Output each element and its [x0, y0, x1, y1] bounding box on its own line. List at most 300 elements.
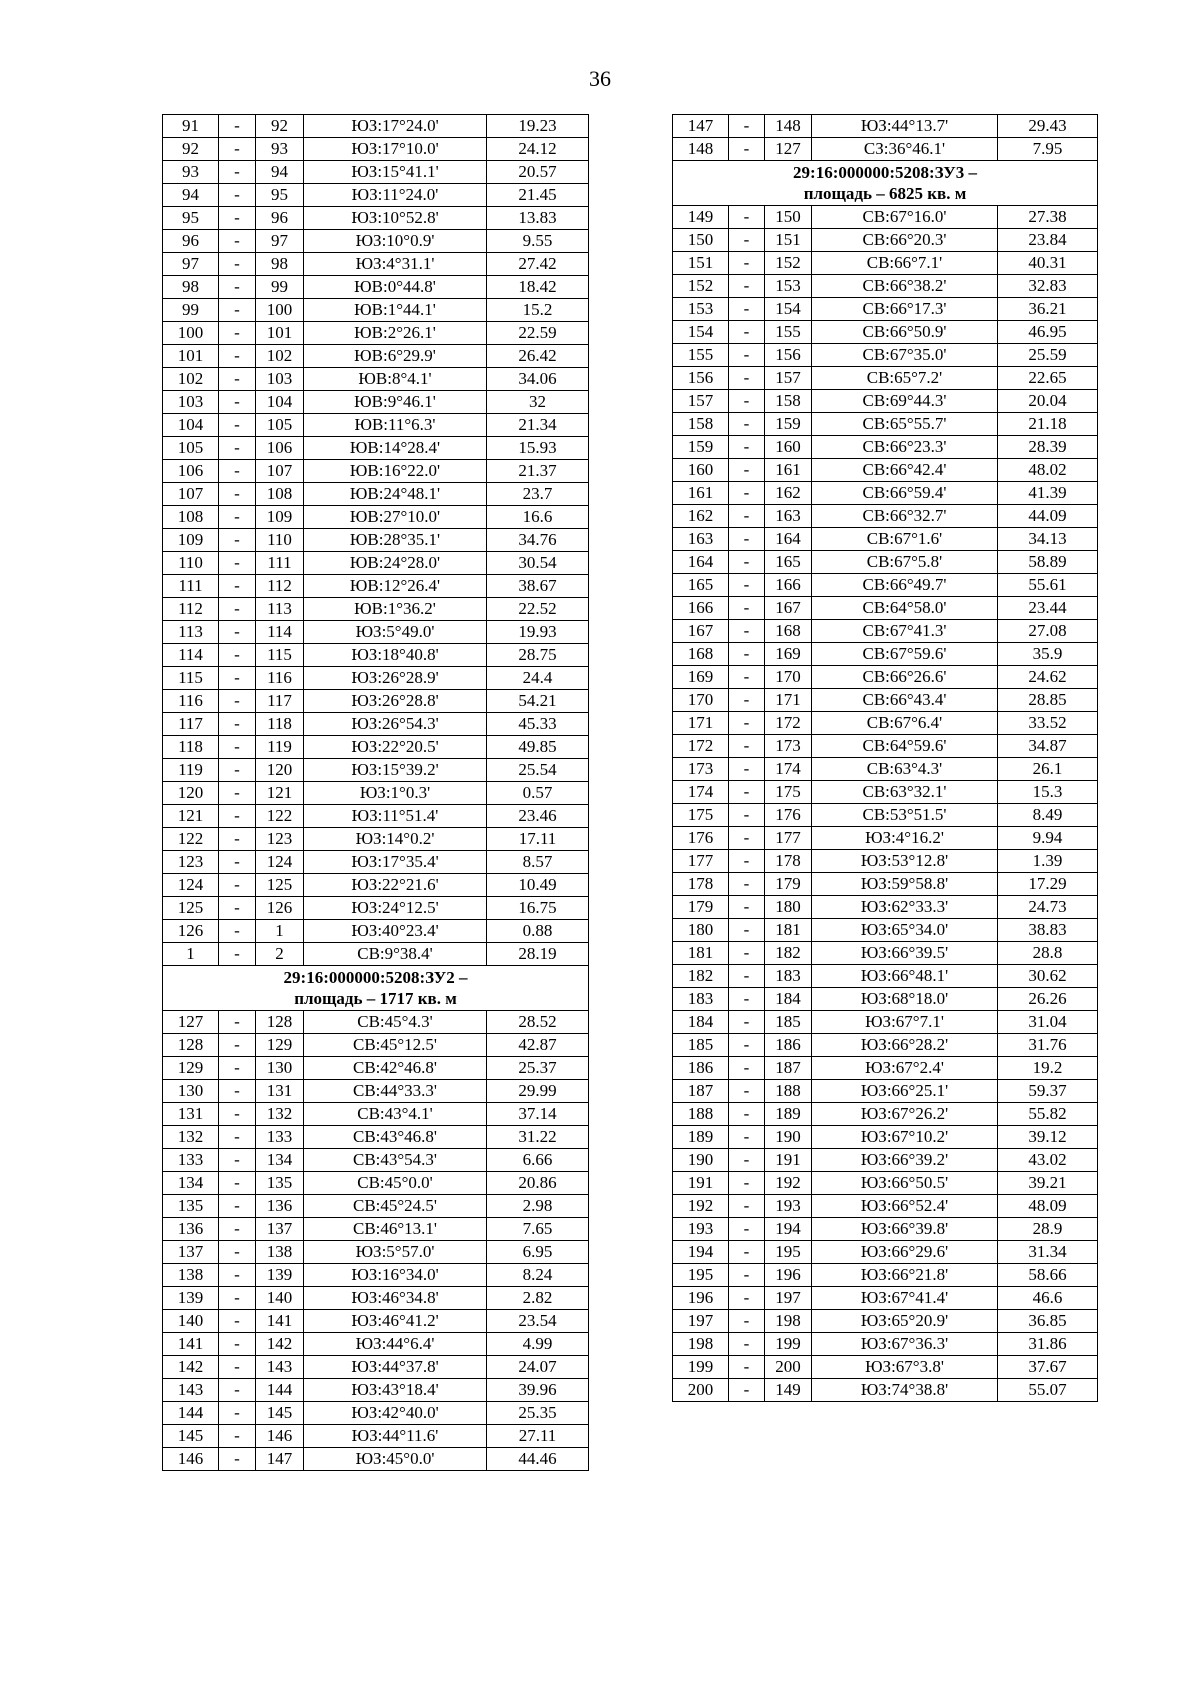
separator-cell: - [729, 1310, 765, 1333]
separator-cell: - [729, 643, 765, 666]
bearing-cell: ЮЗ:46°34.8' [304, 1287, 487, 1310]
table-row [673, 528, 1098, 551]
point-to-cell: 196 [765, 1264, 812, 1287]
table-row [163, 621, 589, 644]
separator-cell: - [219, 368, 256, 391]
point-from-cell: 125 [163, 897, 219, 920]
separator-cell: - [729, 988, 765, 1011]
separator-cell: - [219, 690, 256, 713]
point-to-cell: 144 [256, 1379, 304, 1402]
bearing-cell: СВ:67°35.0' [812, 344, 998, 367]
point-from-cell: 157 [673, 390, 729, 413]
table-row [163, 1011, 589, 1034]
point-from-cell: 130 [163, 1080, 219, 1103]
table-row [673, 321, 1098, 344]
point-to-cell: 169 [765, 643, 812, 666]
distance-cell: 25.59 [998, 344, 1098, 367]
table-row [163, 667, 589, 690]
bearing-cell: СВ:67°6.4' [812, 712, 998, 735]
bearing-cell: ЮЗ:66°21.8' [812, 1264, 998, 1287]
point-to-cell: 2 [256, 943, 304, 966]
bearing-cell: СВ:42°46.8' [304, 1057, 487, 1080]
table-row [673, 1310, 1098, 1333]
point-from-cell: 170 [673, 689, 729, 712]
point-to-cell: 184 [765, 988, 812, 1011]
bearing-cell: ЮЗ:45°0.0' [304, 1448, 487, 1471]
distance-cell: 23.44 [998, 597, 1098, 620]
point-from-cell: 161 [673, 482, 729, 505]
bearing-cell: ЮЗ:11°24.0' [304, 184, 487, 207]
distance-cell: 39.96 [487, 1379, 589, 1402]
distance-cell: 24.07 [487, 1356, 589, 1379]
point-from-cell: 184 [673, 1011, 729, 1034]
separator-cell: - [729, 712, 765, 735]
table-row [163, 552, 589, 575]
bearing-cell: СВ:67°59.6' [812, 643, 998, 666]
bearing-cell: ЮЗ:26°28.8' [304, 690, 487, 713]
separator-cell: - [729, 758, 765, 781]
table-row [163, 506, 589, 529]
point-from-cell: 91 [163, 115, 219, 138]
table-row [163, 1448, 589, 1471]
point-to-cell: 189 [765, 1103, 812, 1126]
point-from-cell: 173 [673, 758, 729, 781]
distance-cell: 22.52 [487, 598, 589, 621]
bearing-cell: ЮЗ:40°23.4' [304, 920, 487, 943]
point-from-cell: 194 [673, 1241, 729, 1264]
point-from-cell: 190 [673, 1149, 729, 1172]
table-row [673, 942, 1098, 965]
separator-cell: - [219, 414, 256, 437]
point-from-cell: 131 [163, 1103, 219, 1126]
distance-cell: 44.09 [998, 505, 1098, 528]
table-row [673, 229, 1098, 252]
right-bearing-table [672, 114, 1098, 1402]
distance-cell: 7.65 [487, 1218, 589, 1241]
point-to-cell: 119 [256, 736, 304, 759]
point-from-cell: 118 [163, 736, 219, 759]
point-from-cell: 188 [673, 1103, 729, 1126]
distance-cell: 35.9 [998, 643, 1098, 666]
point-from-cell: 104 [163, 414, 219, 437]
point-from-cell: 99 [163, 299, 219, 322]
table-row [163, 230, 589, 253]
distance-cell: 55.07 [998, 1379, 1098, 1402]
distance-cell: 58.66 [998, 1264, 1098, 1287]
distance-cell: 46.6 [998, 1287, 1098, 1310]
bearing-cell: ЮЗ:66°39.2' [812, 1149, 998, 1172]
table-row [163, 529, 589, 552]
distance-cell: 22.59 [487, 322, 589, 345]
distance-cell: 20.04 [998, 390, 1098, 413]
separator-cell: - [219, 1172, 256, 1195]
point-from-cell: 111 [163, 575, 219, 598]
point-to-cell: 127 [765, 138, 812, 161]
point-from-cell: 159 [673, 436, 729, 459]
separator-cell: - [729, 1172, 765, 1195]
point-to-cell: 200 [765, 1356, 812, 1379]
bearing-cell: ЮВ:24°48.1' [304, 483, 487, 506]
point-to-cell: 133 [256, 1126, 304, 1149]
point-from-cell: 117 [163, 713, 219, 736]
distance-cell: 21.18 [998, 413, 1098, 436]
point-from-cell: 155 [673, 344, 729, 367]
bearing-cell: ЮВ:6°29.9' [304, 345, 487, 368]
point-to-cell: 176 [765, 804, 812, 827]
point-from-cell: 178 [673, 873, 729, 896]
bearing-cell: СВ:66°32.7' [812, 505, 998, 528]
section-area: площадь – 6825 кв. м [803, 184, 967, 203]
point-from-cell: 151 [673, 252, 729, 275]
point-to-cell: 117 [256, 690, 304, 713]
table-row [163, 1034, 589, 1057]
point-to-cell: 101 [256, 322, 304, 345]
bearing-cell: ЮЗ:4°16.2' [812, 827, 998, 850]
distance-cell: 27.11 [487, 1425, 589, 1448]
distance-cell: 37.14 [487, 1103, 589, 1126]
bearing-cell: ЮВ:27°10.0' [304, 506, 487, 529]
section-heading-row [673, 161, 1098, 206]
point-from-cell: 132 [163, 1126, 219, 1149]
separator-cell: - [219, 1057, 256, 1080]
point-to-cell: 154 [765, 298, 812, 321]
bearing-cell: ЮЗ:10°52.8' [304, 207, 487, 230]
table-row [673, 138, 1098, 161]
table-row [163, 1195, 589, 1218]
bearing-cell: ЮЗ:43°18.4' [304, 1379, 487, 1402]
point-from-cell: 109 [163, 529, 219, 552]
separator-cell: - [729, 781, 765, 804]
table-row [163, 897, 589, 920]
point-to-cell: 92 [256, 115, 304, 138]
separator-cell: - [729, 436, 765, 459]
distance-cell: 28.19 [487, 943, 589, 966]
point-to-cell: 182 [765, 942, 812, 965]
table-row [673, 551, 1098, 574]
point-from-cell: 145 [163, 1425, 219, 1448]
section-area: площадь – 1717 кв. м [294, 989, 457, 1008]
bearing-cell: ЮЗ:66°50.5' [812, 1172, 998, 1195]
point-from-cell: 147 [673, 115, 729, 138]
table-row [673, 1287, 1098, 1310]
bearing-cell: ЮЗ:5°49.0' [304, 621, 487, 644]
table-row [163, 1103, 589, 1126]
point-to-cell: 185 [765, 1011, 812, 1034]
distance-cell: 33.52 [998, 712, 1098, 735]
bearing-cell: ЮВ:1°36.2' [304, 598, 487, 621]
table-row [163, 1172, 589, 1195]
point-from-cell: 153 [673, 298, 729, 321]
point-from-cell: 107 [163, 483, 219, 506]
separator-cell: - [219, 230, 256, 253]
separator-cell: - [219, 713, 256, 736]
bearing-cell: СВ:43°4.1' [304, 1103, 487, 1126]
point-to-cell: 162 [765, 482, 812, 505]
table-row [163, 437, 589, 460]
point-from-cell: 135 [163, 1195, 219, 1218]
separator-cell: - [729, 850, 765, 873]
distance-cell: 28.39 [998, 436, 1098, 459]
point-from-cell: 93 [163, 161, 219, 184]
table-row [163, 1379, 589, 1402]
distance-cell: 7.95 [998, 138, 1098, 161]
separator-cell: - [219, 1379, 256, 1402]
point-from-cell: 141 [163, 1333, 219, 1356]
bearing-cell: ЮЗ:66°25.1' [812, 1080, 998, 1103]
table-row [673, 1379, 1098, 1402]
table-row [163, 322, 589, 345]
distance-cell: 26.42 [487, 345, 589, 368]
table-row [163, 943, 589, 966]
point-from-cell: 133 [163, 1149, 219, 1172]
separator-cell: - [219, 1034, 256, 1057]
bearing-cell: ЮЗ:44°11.6' [304, 1425, 487, 1448]
table-row [673, 689, 1098, 712]
separator-cell: - [219, 276, 256, 299]
point-to-cell: 186 [765, 1034, 812, 1057]
distance-cell: 9.94 [998, 827, 1098, 850]
table-row [163, 1356, 589, 1379]
bearing-cell: СВ:45°24.5' [304, 1195, 487, 1218]
separator-cell: - [729, 597, 765, 620]
distance-cell: 21.45 [487, 184, 589, 207]
distance-cell: 17.11 [487, 828, 589, 851]
separator-cell: - [729, 804, 765, 827]
separator-cell: - [729, 1149, 765, 1172]
point-from-cell: 143 [163, 1379, 219, 1402]
point-from-cell: 169 [673, 666, 729, 689]
point-from-cell: 112 [163, 598, 219, 621]
point-from-cell: 191 [673, 1172, 729, 1195]
separator-cell: - [729, 482, 765, 505]
table-row [163, 920, 589, 943]
distance-cell: 30.62 [998, 965, 1098, 988]
distance-cell: 21.37 [487, 460, 589, 483]
bearing-cell: ЮВ:14°28.4' [304, 437, 487, 460]
distance-cell: 10.49 [487, 874, 589, 897]
table-row [673, 1103, 1098, 1126]
point-to-cell: 125 [256, 874, 304, 897]
table-row [673, 367, 1098, 390]
bearing-cell: ЮВ:2°26.1' [304, 322, 487, 345]
separator-cell: - [219, 391, 256, 414]
separator-cell: - [219, 1310, 256, 1333]
point-from-cell: 110 [163, 552, 219, 575]
point-from-cell: 189 [673, 1126, 729, 1149]
separator-cell: - [219, 299, 256, 322]
point-from-cell: 183 [673, 988, 729, 1011]
separator-cell: - [729, 138, 765, 161]
bearing-cell: ЮВ:12°26.4' [304, 575, 487, 598]
point-to-cell: 108 [256, 483, 304, 506]
distance-cell: 20.57 [487, 161, 589, 184]
point-to-cell: 113 [256, 598, 304, 621]
section-heading [163, 966, 589, 1011]
table-row [673, 482, 1098, 505]
point-from-cell: 152 [673, 275, 729, 298]
distance-cell: 34.13 [998, 528, 1098, 551]
table-row [673, 459, 1098, 482]
point-from-cell: 116 [163, 690, 219, 713]
point-from-cell: 122 [163, 828, 219, 851]
separator-cell: - [729, 1287, 765, 1310]
bearing-cell: СВ:43°54.3' [304, 1149, 487, 1172]
separator-cell: - [729, 666, 765, 689]
distance-cell: 25.54 [487, 759, 589, 782]
point-from-cell: 142 [163, 1356, 219, 1379]
table-row [673, 275, 1098, 298]
separator-cell: - [219, 759, 256, 782]
point-from-cell: 119 [163, 759, 219, 782]
separator-cell: - [729, 1264, 765, 1287]
table-row [163, 460, 589, 483]
point-to-cell: 160 [765, 436, 812, 459]
point-from-cell: 113 [163, 621, 219, 644]
table-row [673, 597, 1098, 620]
separator-cell: - [729, 965, 765, 988]
distance-cell: 15.3 [998, 781, 1098, 804]
point-to-cell: 192 [765, 1172, 812, 1195]
table-row [673, 1241, 1098, 1264]
separator-cell: - [219, 1241, 256, 1264]
separator-cell: - [729, 229, 765, 252]
distance-cell: 28.8 [998, 942, 1098, 965]
table-row [673, 505, 1098, 528]
separator-cell: - [729, 367, 765, 390]
bearing-cell: ЮЗ:17°35.4' [304, 851, 487, 874]
separator-cell: - [729, 344, 765, 367]
point-from-cell: 92 [163, 138, 219, 161]
point-to-cell: 148 [765, 115, 812, 138]
separator-cell: - [219, 943, 256, 966]
point-to-cell: 166 [765, 574, 812, 597]
point-to-cell: 156 [765, 344, 812, 367]
point-to-cell: 115 [256, 644, 304, 667]
point-from-cell: 164 [673, 551, 729, 574]
table-row [163, 345, 589, 368]
distance-cell: 28.85 [998, 689, 1098, 712]
bearing-cell: ЮЗ:26°54.3' [304, 713, 487, 736]
table-row [673, 781, 1098, 804]
separator-cell: - [219, 1333, 256, 1356]
point-from-cell: 187 [673, 1080, 729, 1103]
table-row [163, 1264, 589, 1287]
table-row [673, 1333, 1098, 1356]
bearing-cell: ЮЗ:24°12.5' [304, 897, 487, 920]
table-row [163, 805, 589, 828]
table-row [673, 1172, 1098, 1195]
point-to-cell: 147 [256, 1448, 304, 1471]
separator-cell: - [219, 322, 256, 345]
bearing-cell: СВ:66°59.4' [812, 482, 998, 505]
point-to-cell: 178 [765, 850, 812, 873]
point-to-cell: 145 [256, 1402, 304, 1425]
separator-cell: - [219, 184, 256, 207]
separator-cell: - [729, 1218, 765, 1241]
point-to-cell: 143 [256, 1356, 304, 1379]
bearing-cell: ЮЗ:1°0.3' [304, 782, 487, 805]
bearing-cell: ЮЗ:11°51.4' [304, 805, 487, 828]
bearing-cell: ЮЗ:67°10.2' [812, 1126, 998, 1149]
bearing-cell: ЮВ:24°28.0' [304, 552, 487, 575]
bearing-cell: СВ:65°55.7' [812, 413, 998, 436]
point-from-cell: 156 [673, 367, 729, 390]
distance-cell: 15.93 [487, 437, 589, 460]
distance-cell: 21.34 [487, 414, 589, 437]
table-row [673, 206, 1098, 229]
table-row [673, 827, 1098, 850]
point-to-cell: 199 [765, 1333, 812, 1356]
point-from-cell: 163 [673, 528, 729, 551]
point-to-cell: 157 [765, 367, 812, 390]
bearing-cell: ЮЗ:10°0.9' [304, 230, 487, 253]
separator-cell: - [219, 253, 256, 276]
distance-cell: 25.37 [487, 1057, 589, 1080]
point-to-cell: 116 [256, 667, 304, 690]
bearing-cell: ЮЗ:67°7.1' [812, 1011, 998, 1034]
table-row [673, 344, 1098, 367]
table-row [163, 1333, 589, 1356]
distance-cell: 39.21 [998, 1172, 1098, 1195]
point-from-cell: 197 [673, 1310, 729, 1333]
point-from-cell: 136 [163, 1218, 219, 1241]
distance-cell: 2.82 [487, 1287, 589, 1310]
table-row [163, 575, 589, 598]
point-from-cell: 108 [163, 506, 219, 529]
bearing-cell: ЮВ:0°44.8' [304, 276, 487, 299]
bearing-cell: СВ:66°42.4' [812, 459, 998, 482]
distance-cell: 46.95 [998, 321, 1098, 344]
point-to-cell: 190 [765, 1126, 812, 1149]
point-to-cell: 173 [765, 735, 812, 758]
table-row [163, 1402, 589, 1425]
table-row [163, 1126, 589, 1149]
table-row [163, 368, 589, 391]
point-from-cell: 180 [673, 919, 729, 942]
bearing-cell: ЮВ:8°4.1' [304, 368, 487, 391]
table-row [673, 1218, 1098, 1241]
distance-cell: 23.84 [998, 229, 1098, 252]
point-to-cell: 168 [765, 620, 812, 643]
point-from-cell: 179 [673, 896, 729, 919]
distance-cell: 32.83 [998, 275, 1098, 298]
separator-cell: - [729, 620, 765, 643]
section-heading [673, 161, 1098, 206]
separator-cell: - [219, 805, 256, 828]
distance-cell: 59.37 [998, 1080, 1098, 1103]
point-from-cell: 162 [673, 505, 729, 528]
table-row [163, 184, 589, 207]
bearing-cell: ЮЗ:18°40.8' [304, 644, 487, 667]
point-to-cell: 195 [765, 1241, 812, 1264]
point-to-cell: 100 [256, 299, 304, 322]
point-to-cell: 106 [256, 437, 304, 460]
bearing-cell: СВ:66°7.1' [812, 252, 998, 275]
point-from-cell: 106 [163, 460, 219, 483]
separator-cell: - [729, 574, 765, 597]
left-bearing-table [162, 114, 589, 1471]
point-from-cell: 182 [673, 965, 729, 988]
separator-cell: - [219, 552, 256, 575]
distance-cell: 23.46 [487, 805, 589, 828]
point-from-cell: 195 [673, 1264, 729, 1287]
point-to-cell: 142 [256, 1333, 304, 1356]
table-row [163, 1310, 589, 1333]
separator-cell: - [729, 551, 765, 574]
distance-cell: 23.7 [487, 483, 589, 506]
separator-cell: - [219, 161, 256, 184]
table-row [673, 252, 1098, 275]
